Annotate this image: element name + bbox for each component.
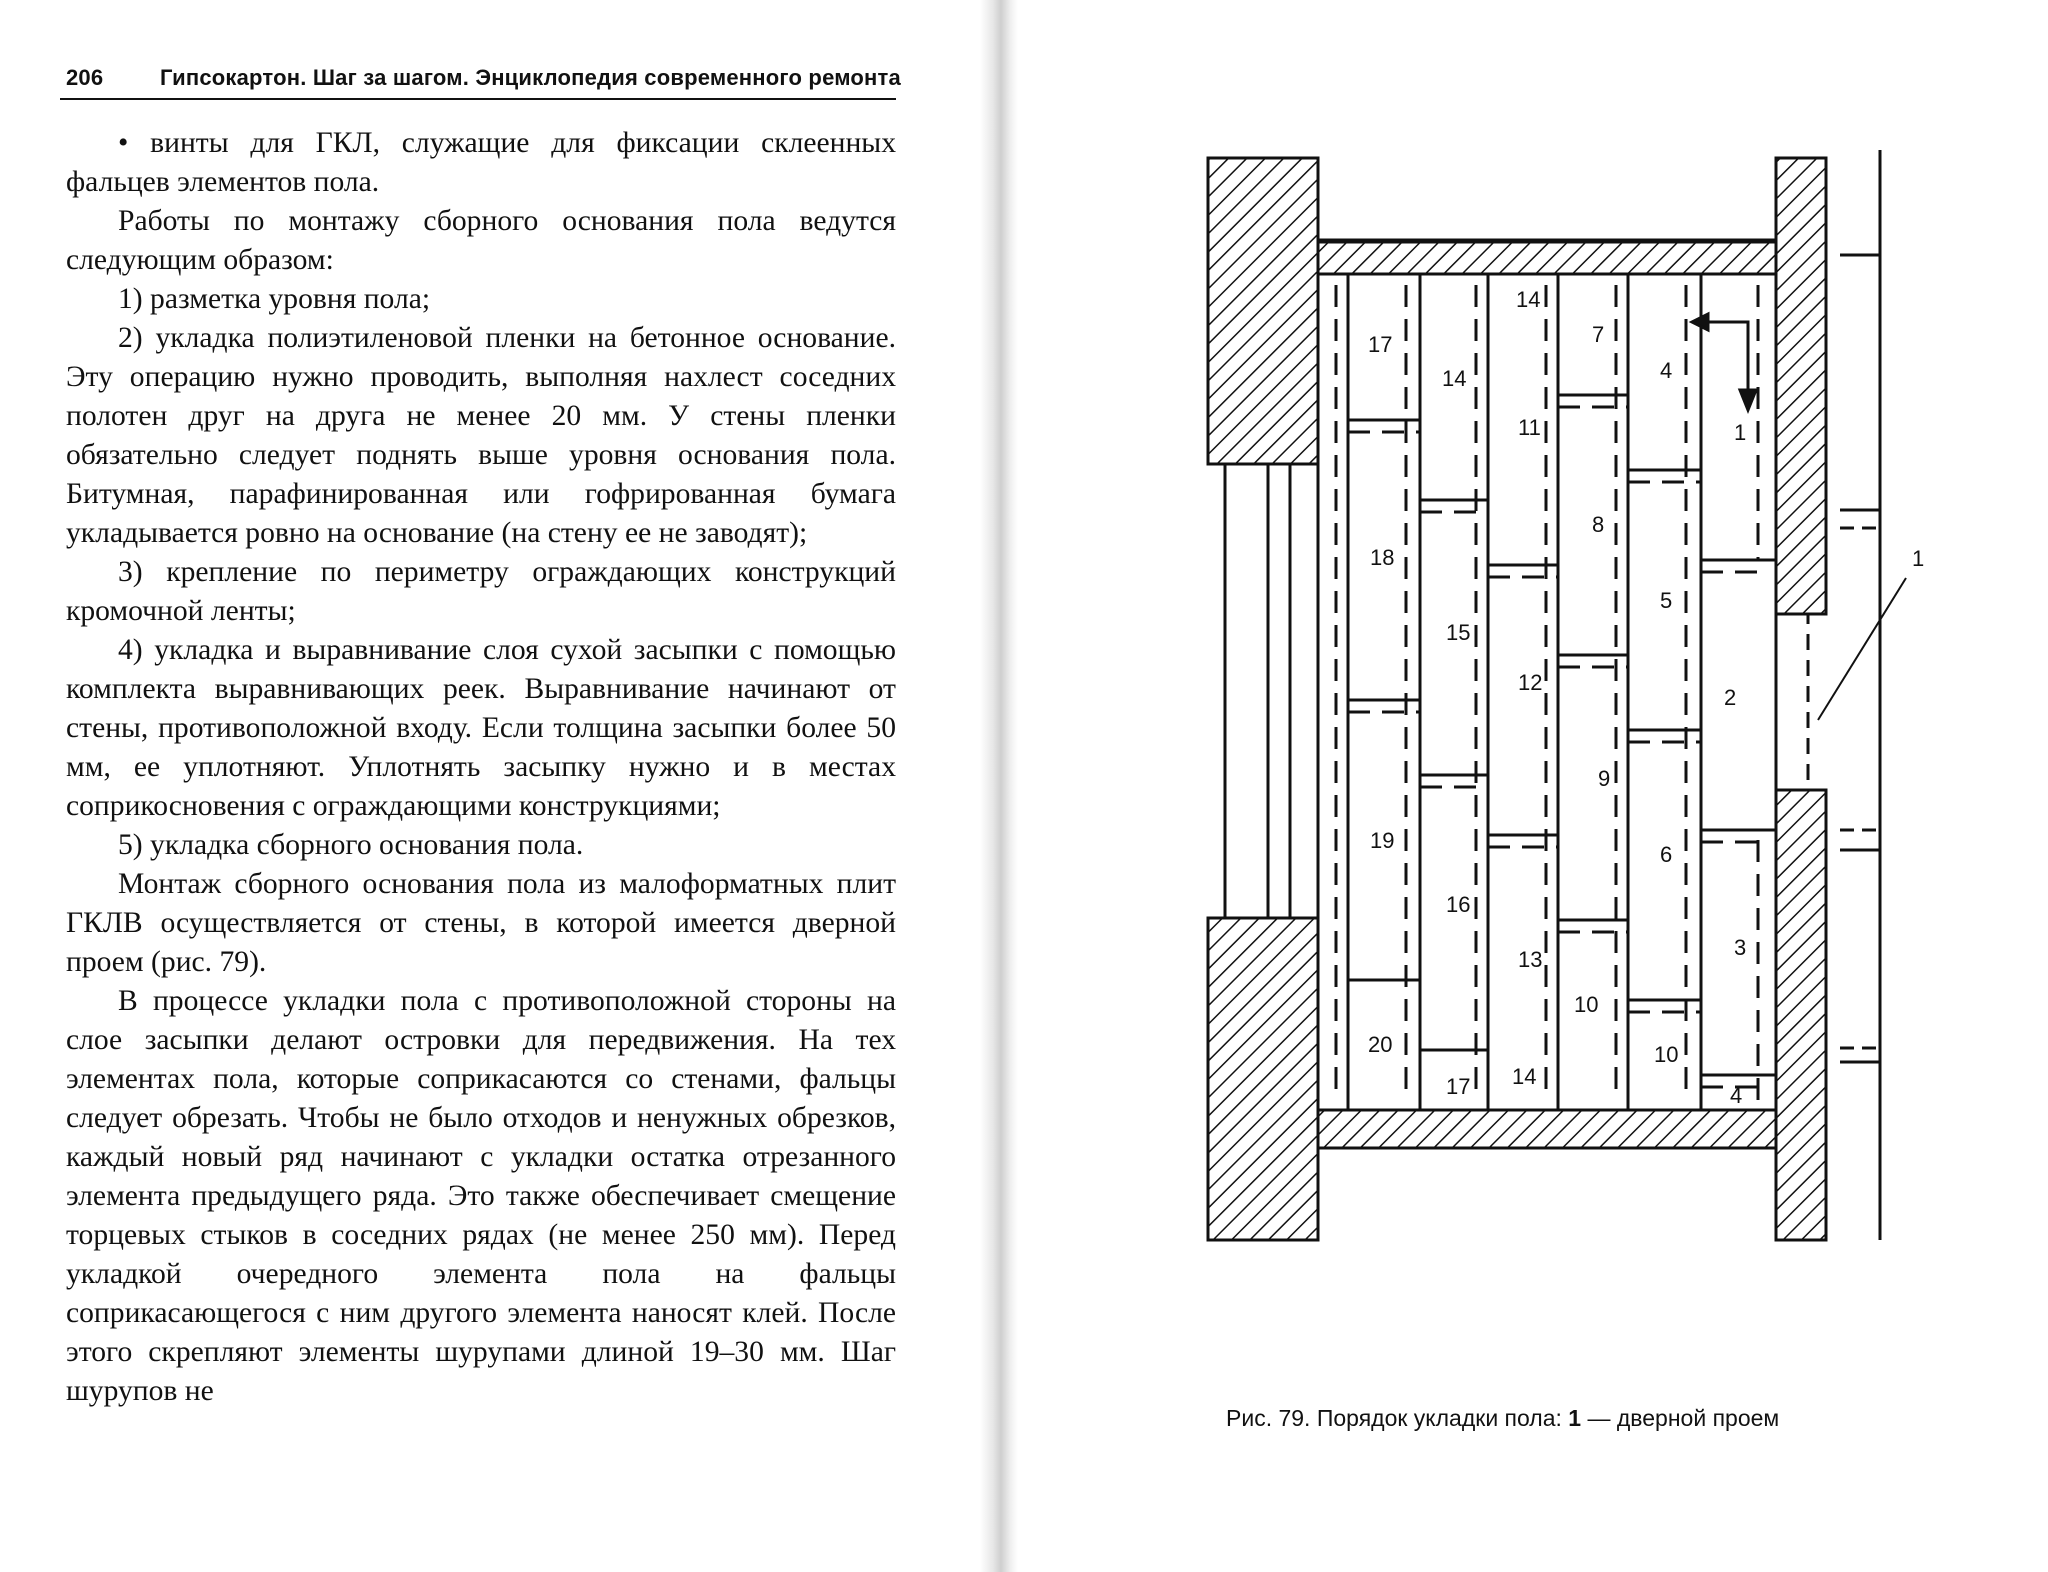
paragraph: 2) укладка полиэтиленовой пленки на бетонное основание. Эту операцию нужно проводить, выполняя нахлест соседних полотен друг на друга не менее 20 мм. У стены пленки обязательно следует поднять выше уровня основания пола. Битумная, парафинированная или гофрированная бумага укладывается ровно на основание (на стену ее не заводят); <box>66 322 896 549</box>
element-number: 2 <box>1724 685 1737 710</box>
door-callout <box>1818 546 1924 720</box>
paragraph: 3) крепление по периметру ограждающих конструкций кромочной ленты; <box>66 556 896 627</box>
element-number: 18 <box>1370 545 1395 570</box>
element-number: 1 <box>1734 420 1747 445</box>
element-number: 17 <box>1368 332 1393 357</box>
element-number: 9 <box>1598 766 1611 791</box>
body-text <box>66 124 896 1411</box>
element-number: 14 <box>1516 287 1541 312</box>
element-number: 4 <box>1730 1083 1743 1108</box>
paragraph: Монтаж сборного основания пола из малоформатных плит ГКЛВ осуществляется от стены, в которой имеется дверной проем (рис. 79). <box>66 868 896 978</box>
element-number: 19 <box>1370 828 1395 853</box>
element-number: 20 <box>1368 1032 1393 1057</box>
paragraph: 4) укладка и выравнивание слоя сухой засыпки с помощью комплекта выравнивающих реек. Выравнивание начинают от стены, противоположной входу. Если толщина засыпки более 50 мм, ее уплотняют. Уплотнять засыпку нужно и в местах соприкосновения с ограждающими конструкциями; <box>66 634 896 822</box>
element-number: 6 <box>1660 842 1673 867</box>
element-number: 14 <box>1512 1064 1537 1089</box>
element-number: 5 <box>1660 588 1673 613</box>
element-number: 4 <box>1660 358 1673 383</box>
element-number: 13 <box>1518 947 1543 972</box>
floor-layout-figure <box>1018 0 2048 1380</box>
paragraph: • винты для ГКЛ, служащие для фиксации склеенных фальцев элементов пола. <box>66 127 896 198</box>
element-number: 17 <box>1446 1074 1471 1099</box>
element-number: 11 <box>1518 415 1541 440</box>
element-number: 14 <box>1442 366 1467 391</box>
caption-prefix: Рис. 79. Порядок укладки пола: <box>1226 1405 1569 1431</box>
page-number: 206 <box>66 65 104 90</box>
element-number: 10 <box>1574 992 1599 1017</box>
element-number: 3 <box>1734 935 1747 960</box>
running-title: Гипсокартон. Шаг за шагом. Энциклопедия современного ремонта <box>160 65 901 90</box>
figure-caption <box>1226 1405 1779 1432</box>
element-number: 16 <box>1446 892 1471 917</box>
caption-number: 1 <box>1568 1405 1582 1431</box>
dashed-fold-lines <box>1336 285 1758 1100</box>
callout-label: 1 <box>1912 546 1925 571</box>
element-number: 10 <box>1654 1042 1679 1067</box>
book-gutter <box>980 0 1018 1572</box>
paragraph: В процессе укладки пола с противоположной стороны на слое засыпки делают островки для передвижения. На тех элементах пола, которые соприкасаются со стенами, фальцы следует обрезать. Чтобы не было отходов и ненужных обрезков, каждый новый ряд начинают с укладки остатка отрезанного элемента предыдущего ряда. Это также обеспечивает смещение торцевых стыков в соседних рядах (не менее 250 мм). Перед укладкой очередного элемента пола на фальцы соприкасающегося с ним другого элемента наносят клей. После этого скрепляют элементы шурупами длиной 19–30 мм. Шаг шурупов не <box>66 985 896 1407</box>
element-number: 15 <box>1446 620 1471 645</box>
element-number: 8 <box>1592 512 1605 537</box>
right-page <box>1018 0 2048 1572</box>
element-number: 12 <box>1518 670 1543 695</box>
paragraph: 1) разметка уровня пола; <box>118 283 431 315</box>
running-head <box>60 58 901 100</box>
caption-text: — дверной проем <box>1581 1405 1780 1431</box>
paragraph: Работы по монтажу сборного основания пола ведутся следующим образом: <box>66 205 896 276</box>
paragraph: 5) укладка сборного основания пола. <box>118 829 584 861</box>
element-number: 7 <box>1592 322 1605 347</box>
floor-element-columns <box>1348 274 1776 1110</box>
